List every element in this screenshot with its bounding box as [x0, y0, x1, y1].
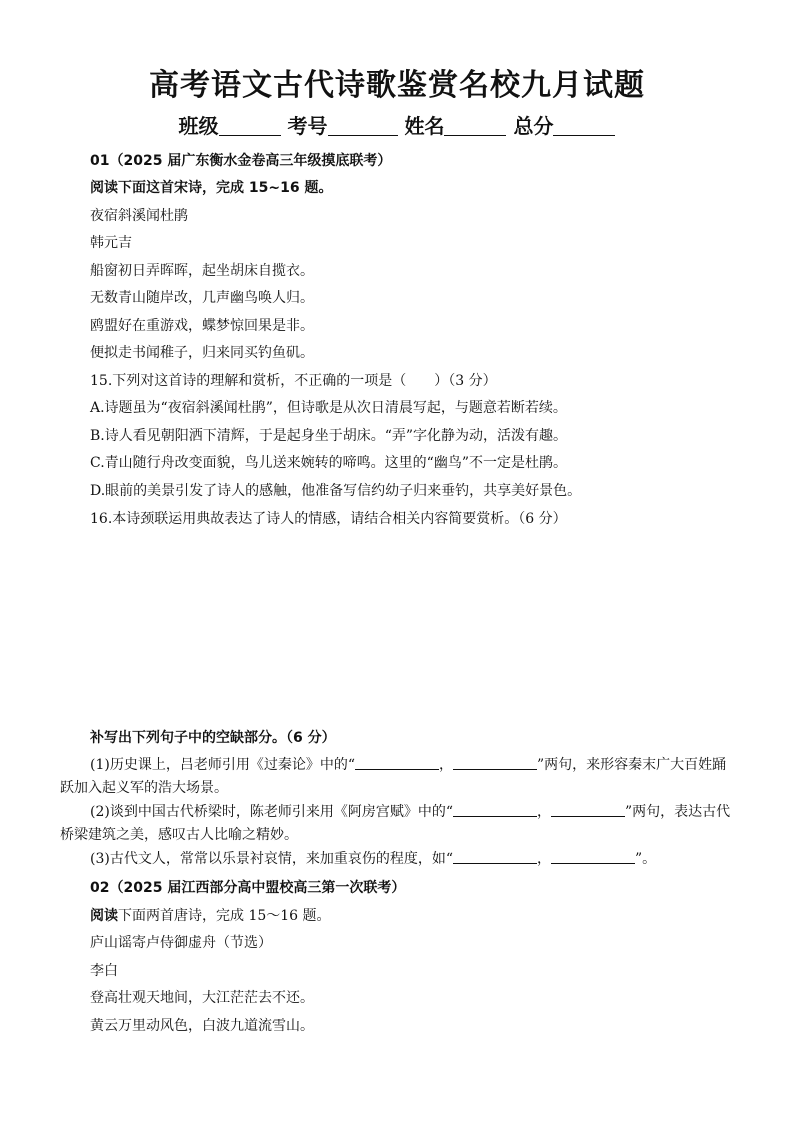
- poem2-author: 李白: [90, 963, 118, 979]
- number-blank[interactable]: [328, 115, 398, 136]
- poem1-line: 无数青山随岸改，几声幽鸟唤人归。: [90, 290, 314, 306]
- fill-blank[interactable]: [453, 848, 537, 864]
- fill-blank[interactable]: [551, 801, 625, 817]
- question-15: 15.下列对这首诗的理解和赏析，不正确的一项是（ ）（3 分）: [90, 373, 497, 389]
- fill-blank[interactable]: [355, 754, 439, 770]
- fill-question-3: (3)古代文人，常常以乐景衬哀情，来加重哀伤的程度，如“ ， ”。: [60, 848, 733, 871]
- fill-blank[interactable]: [453, 801, 537, 817]
- fill-blank[interactable]: [551, 848, 635, 864]
- number-label: 考号: [287, 114, 328, 138]
- answer-space[interactable]: [90, 540, 730, 710]
- name-label: 姓名: [404, 114, 445, 138]
- section1-instruction: 阅读下面这首宋诗，完成 15~16 题。: [90, 180, 333, 196]
- question-16: 16.本诗颈联运用典故表达了诗人的情感，请结合相关内容简要赏析。（6 分）: [90, 511, 567, 527]
- option-a: A.诗题虽为“夜宿斜溪闻杜鹃”，但诗歌是从次日清晨写起，与题意若断若续。: [90, 400, 567, 416]
- section1-heading: 01（2025 届广东衡水金卷高三年级摸底联考）: [90, 153, 392, 169]
- poem1-line: 鸥盟好在重游戏，蝶梦惊回果是非。: [90, 318, 314, 334]
- poem1-line: 便拟走书闻稚子，归来同买钓鱼矶。: [90, 345, 314, 361]
- poem2-line: 黄云万里动风色，白波九道流雪山。: [90, 1018, 314, 1034]
- class-label: 班级: [178, 114, 219, 138]
- score-blank[interactable]: [553, 115, 615, 136]
- poem1-title: 夜宿斜溪闻杜鹃: [90, 208, 188, 224]
- option-d: D.眼前的美景引发了诗人的感触，他准备写信约幼子归来垂钓，共享美好景色。: [90, 483, 582, 499]
- score-label: 总分: [513, 114, 554, 138]
- poem2-line: 登高壮观天地间，大江茫茫去不还。: [90, 990, 314, 1006]
- fill-blank[interactable]: [453, 754, 537, 770]
- fill-question-1: (1)历史课上，吕老师引用《过秦论》中的“ ， ”两句，来形容秦末广大百姓踊跃加入起义军的浩大场景。: [60, 754, 733, 800]
- page-title: 高考语文古代诗歌鉴赏名校九月试题: [149, 68, 645, 103]
- class-blank[interactable]: [219, 115, 281, 136]
- option-b: B.诗人看见朝阳洒下清辉，于是起身坐于胡床。“弄”字化静为动，活泼有趣。: [90, 428, 568, 444]
- fill-heading: 补写出下列句子中的空缺部分。（6 分）: [90, 730, 336, 746]
- name-blank[interactable]: [444, 115, 506, 136]
- section2-heading: 02（2025 届江西部分高中盟校高三第一次联考）: [90, 880, 406, 896]
- student-info-line: [0, 110, 794, 139]
- section2-instruction: 阅读下面两首唐诗，完成 15～16 题。: [90, 908, 331, 924]
- poem1-author: 韩元吉: [90, 235, 132, 251]
- option-c: C.青山随行舟改变面貌，鸟儿送来婉转的啼鸣。这里的“幽鸟”不一定是杜鹃。: [90, 455, 567, 471]
- poem2-title: 庐山谣寄卢侍御虚舟（节选）: [90, 935, 272, 951]
- fill-question-2: (2)谈到中国古代桥梁时，陈老师引来用《阿房宫赋》中的“ ， ”两句，表达古代桥梁建筑之美，感叹古人比喻之精妙。: [60, 801, 733, 847]
- poem1-line: 船窗初日弄晖晖，起坐胡床自揽衣。: [90, 263, 314, 279]
